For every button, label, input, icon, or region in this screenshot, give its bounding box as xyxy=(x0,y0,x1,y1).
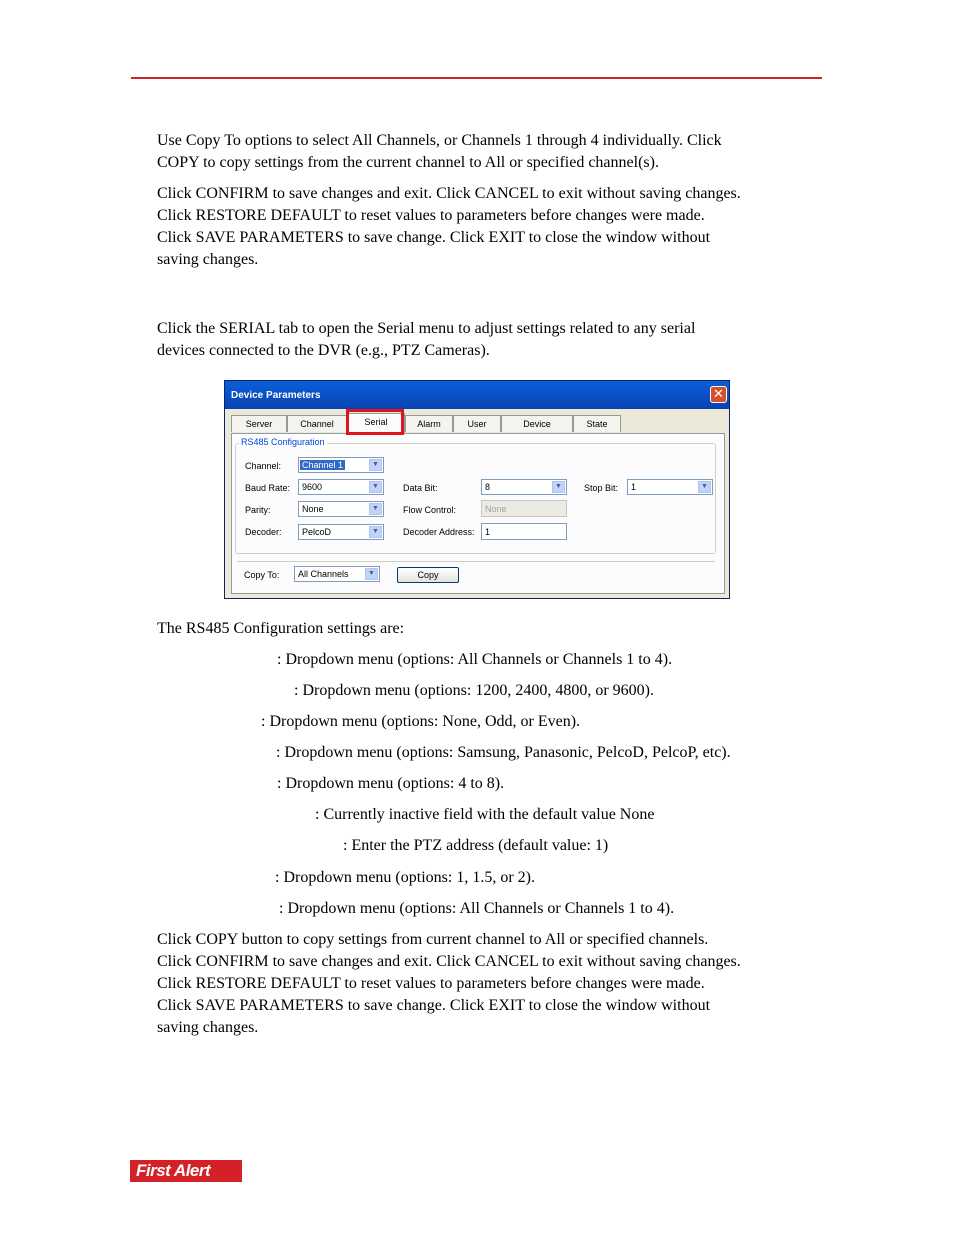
data-bit-label: Data Bit: xyxy=(403,483,438,493)
text-line: devices connected to the DVR (e.g., PTZ Cameras). xyxy=(157,342,490,359)
closing-paragraph xyxy=(157,929,827,1039)
copy-to-label: Copy To: xyxy=(244,570,280,580)
channel-description: : Dropdown menu (options: All Channels or Channels 1 to 4). xyxy=(277,651,673,668)
dialog-title: Device Parameters xyxy=(231,390,321,401)
chevron-down-icon: ▼ xyxy=(365,568,378,580)
decoder-description: : Dropdown menu (options: Samsung, Panasonic, PelcoD, PelcoP, etc). xyxy=(276,744,731,761)
decoder-address-description: : Enter the PTZ address (default value: 1) xyxy=(343,837,609,854)
decoder-select[interactable] xyxy=(298,524,384,540)
chevron-down-icon: ▼ xyxy=(369,481,382,493)
baud-rate-select[interactable] xyxy=(298,479,384,495)
stop-bit-label: Stop Bit: xyxy=(584,483,619,493)
close-icon[interactable]: ✕ xyxy=(710,386,727,403)
text-line: Click RESTORE DEFAULT to reset values to parameters before changes were made. xyxy=(157,975,705,992)
data-bit-select[interactable] xyxy=(481,479,567,495)
text-line: Click SAVE PARAMETERS to save change. Click EXIT to close the window without xyxy=(157,997,711,1014)
divider xyxy=(237,561,715,562)
chevron-down-icon: ▼ xyxy=(369,459,382,471)
decoder-address-input[interactable] xyxy=(481,523,567,540)
parity-value: None xyxy=(302,504,324,514)
tab-server[interactable]: Server xyxy=(231,415,287,432)
serial-tab-paragraph xyxy=(157,318,827,362)
confirm-paragraph xyxy=(157,183,827,271)
copy-to-paragraph xyxy=(157,130,827,174)
flow-control-label: Flow Control: xyxy=(403,505,457,515)
copy-button[interactable]: Copy xyxy=(397,567,459,583)
text-line: Click RESTORE DEFAULT to reset values to parameters before changes were made. xyxy=(157,207,705,224)
tab-alarm[interactable]: Alarm xyxy=(405,415,453,432)
text-line: Click COPY button to copy settings from current channel to All or specified channels. xyxy=(157,931,709,948)
text-line: saving changes. xyxy=(157,251,259,268)
header-rule xyxy=(131,77,822,79)
decoder-address-value: 1 xyxy=(485,527,491,537)
dialog-titlebar xyxy=(225,381,729,409)
group-title: RS485 Configuration xyxy=(241,437,325,447)
stop-bit-description: : Dropdown menu (options: 1, 1.5, or 2). xyxy=(275,869,535,886)
flow-control-value: None xyxy=(485,504,507,514)
stop-bit-select[interactable] xyxy=(627,479,713,495)
flow-control-description: : Currently inactive field with the default value None xyxy=(315,806,655,823)
copy-to-description: : Dropdown menu (options: All Channels or Channels 1 to 4). xyxy=(279,900,675,917)
copy-to-value: All Channels xyxy=(298,569,349,579)
data-bit-description: : Dropdown menu (options: 4 to 8). xyxy=(277,775,505,792)
data-bit-value: 8 xyxy=(485,482,491,492)
decoder-address-label: Decoder Address: xyxy=(403,527,475,537)
channel-value: Channel 1 xyxy=(302,460,344,470)
tab-bar xyxy=(231,415,725,433)
chevron-down-icon: ▼ xyxy=(552,481,565,493)
channel-select[interactable] xyxy=(298,457,384,473)
serial-tab-highlight xyxy=(346,409,404,435)
text-line: COPY to copy settings from the current channel to All or specified channel(s). xyxy=(157,154,659,171)
copy-to-select[interactable] xyxy=(294,566,380,582)
tab-state[interactable]: State xyxy=(573,415,621,432)
text-line: Use Copy To options to select All Channels, or Channels 1 through 4 individually. Click xyxy=(157,132,722,149)
text-line: Click CONFIRM to save changes and exit. Click CANCEL to exit without saving changes. xyxy=(157,185,741,202)
text-line: Click SAVE PARAMETERS to save change. Click EXIT to close the window without xyxy=(157,229,711,246)
device-parameters-dialog xyxy=(224,380,730,599)
channel-label: Channel: xyxy=(245,461,282,471)
text-line: saving changes. xyxy=(157,1019,259,1036)
baud-rate-value: 9600 xyxy=(302,482,323,492)
tab-channel[interactable]: Channel xyxy=(287,415,347,432)
settings-intro: The RS485 Configuration settings are: xyxy=(157,620,405,637)
parity-label: Parity: xyxy=(245,505,271,515)
decoder-value: PelcoD xyxy=(302,527,332,537)
first-alert-logo: First Alert xyxy=(130,1160,242,1182)
stop-bit-value: 1 xyxy=(631,482,637,492)
chevron-down-icon: ▼ xyxy=(698,481,711,493)
text-line: Click CONFIRM to save changes and exit. Click CANCEL to exit without saving changes. xyxy=(157,953,741,970)
baud-rate-description: : Dropdown menu (options: 1200, 2400, 4800, or 9600). xyxy=(294,682,654,699)
tab-device[interactable]: Device xyxy=(501,415,573,432)
parity-description: : Dropdown menu (options: None, Odd, or Even). xyxy=(261,713,581,730)
baud-rate-label: Baud Rate: xyxy=(245,483,291,493)
decoder-label: Decoder: xyxy=(245,527,282,537)
tab-user[interactable]: User xyxy=(453,415,501,432)
flow-control-field xyxy=(481,500,567,517)
tab-serial[interactable]: Serial xyxy=(347,413,405,433)
parity-select[interactable] xyxy=(298,501,384,517)
text-line: Click the SERIAL tab to open the Serial menu to adjust settings related to any serial xyxy=(157,320,696,337)
chevron-down-icon: ▼ xyxy=(369,526,382,538)
chevron-down-icon: ▼ xyxy=(369,503,382,515)
